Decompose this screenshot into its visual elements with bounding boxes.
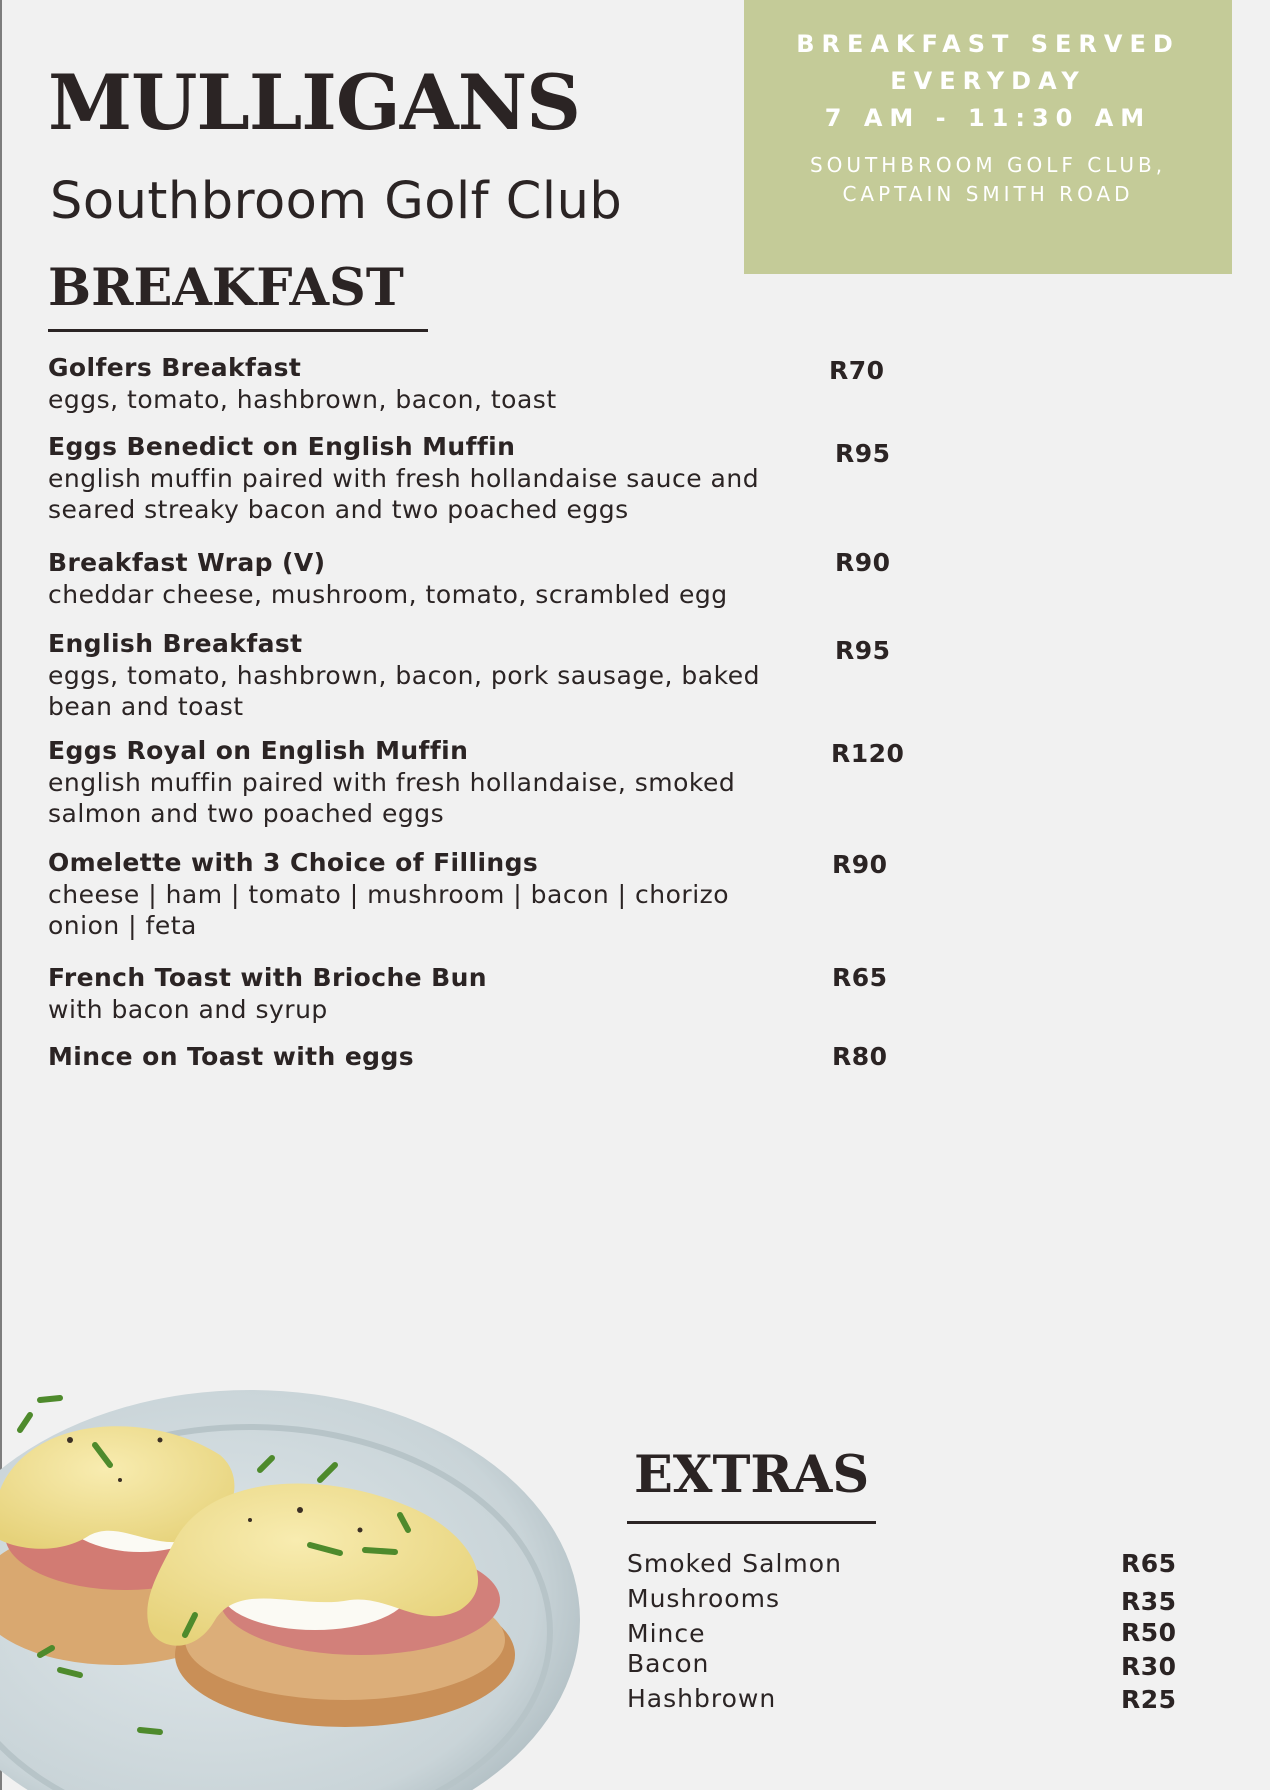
extra-item-price: R30: [1121, 1652, 1177, 1681]
menu-item-description: bean and toast: [48, 692, 244, 721]
extra-item-name: Bacon: [627, 1649, 710, 1678]
hours-line: 7 AM - 11:30 AM: [824, 104, 1152, 132]
extra-item-name: Mushrooms: [627, 1584, 780, 1613]
menu-item-description: eggs, tomato, hashbrown, bacon, toast: [48, 385, 557, 414]
menu-item-golfers-breakfast: [48, 352, 838, 415]
menu-item-price: R90: [832, 850, 888, 879]
extra-item-name: Smoked Salmon: [627, 1549, 842, 1578]
extra-item-price: R65: [1121, 1549, 1177, 1578]
extra-item-price: R25: [1121, 1685, 1177, 1714]
menu-item-price: R70: [829, 356, 885, 385]
brand-title: MULLIGANS: [48, 58, 581, 147]
menu-item-description: eggs, tomato, hashbrown, bacon, pork sausage, baked: [48, 661, 760, 690]
address-line: CAPTAIN SMITH ROAD: [842, 182, 1134, 206]
hours-line: EVERYDAY: [890, 67, 1086, 95]
menu-item-name: Mince on Toast with eggs: [48, 1042, 415, 1071]
menu-item-description: english muffin paired with fresh hollandaise sauce and: [48, 464, 760, 493]
venue-subtitle: Southbroom Golf Club: [50, 172, 623, 231]
serving-hours: [744, 26, 1232, 137]
menu-item-description: onion | feta: [48, 911, 197, 940]
hours-line: BREAKFAST SERVED: [796, 30, 1180, 58]
hours-info-box: [744, 0, 1232, 274]
menu-item-eggs-royal: [48, 735, 838, 829]
menu-item-name: English Breakfast: [48, 629, 303, 658]
menu-item-description: cheddar cheese, mushroom, tomato, scrambled egg: [48, 580, 728, 609]
extra-item-name: Hashbrown: [627, 1684, 777, 1713]
menu-item-price: R95: [835, 636, 891, 665]
menu-item-name: French Toast with Brioche Bun: [48, 963, 487, 992]
menu-item-name: Omelette with 3 Choice of Fillings: [48, 848, 539, 877]
menu-item-description: salmon and two poached eggs: [48, 799, 445, 828]
extra-item-price: R35: [1121, 1587, 1177, 1616]
menu-item-price: R65: [832, 963, 888, 992]
breakfast-heading-underline: [48, 329, 428, 332]
menu-item-price: R120: [831, 739, 905, 768]
menu-item-price: R95: [835, 439, 891, 468]
menu-item-omelette: [48, 847, 838, 941]
menu-item-name: Eggs Benedict on English Muffin: [48, 432, 516, 461]
menu-item-name: Breakfast Wrap (V): [48, 548, 326, 577]
menu-item-mince-on-toast: [48, 1041, 838, 1073]
menu-item-name: Eggs Royal on English Muffin: [48, 736, 469, 765]
menu-item-description: with bacon and syrup: [48, 995, 328, 1024]
menu-item-price: R90: [835, 548, 891, 577]
breakfast-heading: BREAKFAST: [48, 258, 404, 318]
extra-item-name: Mince: [627, 1619, 706, 1648]
extras-heading: EXTRAS: [634, 1445, 870, 1505]
menu-item-french-toast: [48, 962, 838, 1025]
menu-item-description: seared streaky bacon and two poached eggs: [48, 495, 629, 524]
menu-item-eggs-benedict: [48, 431, 838, 525]
extra-item-price: R50: [1121, 1618, 1177, 1647]
extras-heading-underline: [627, 1521, 876, 1524]
menu-item-english-breakfast: [48, 628, 838, 722]
address-line: SOUTHBROOM GOLF CLUB,: [809, 153, 1167, 177]
menu-item-price: R80: [832, 1042, 888, 1071]
menu-item-description: cheese | ham | tomato | mushroom | bacon | chorizo: [48, 880, 730, 909]
menu-item-breakfast-wrap: [48, 547, 838, 610]
venue-address: [744, 151, 1232, 209]
eggs-benedict-plate-image: [0, 1370, 600, 1790]
menu-item-name: Golfers Breakfast: [48, 353, 302, 382]
menu-item-description: english muffin paired with fresh hollandaise, smoked: [48, 768, 736, 797]
